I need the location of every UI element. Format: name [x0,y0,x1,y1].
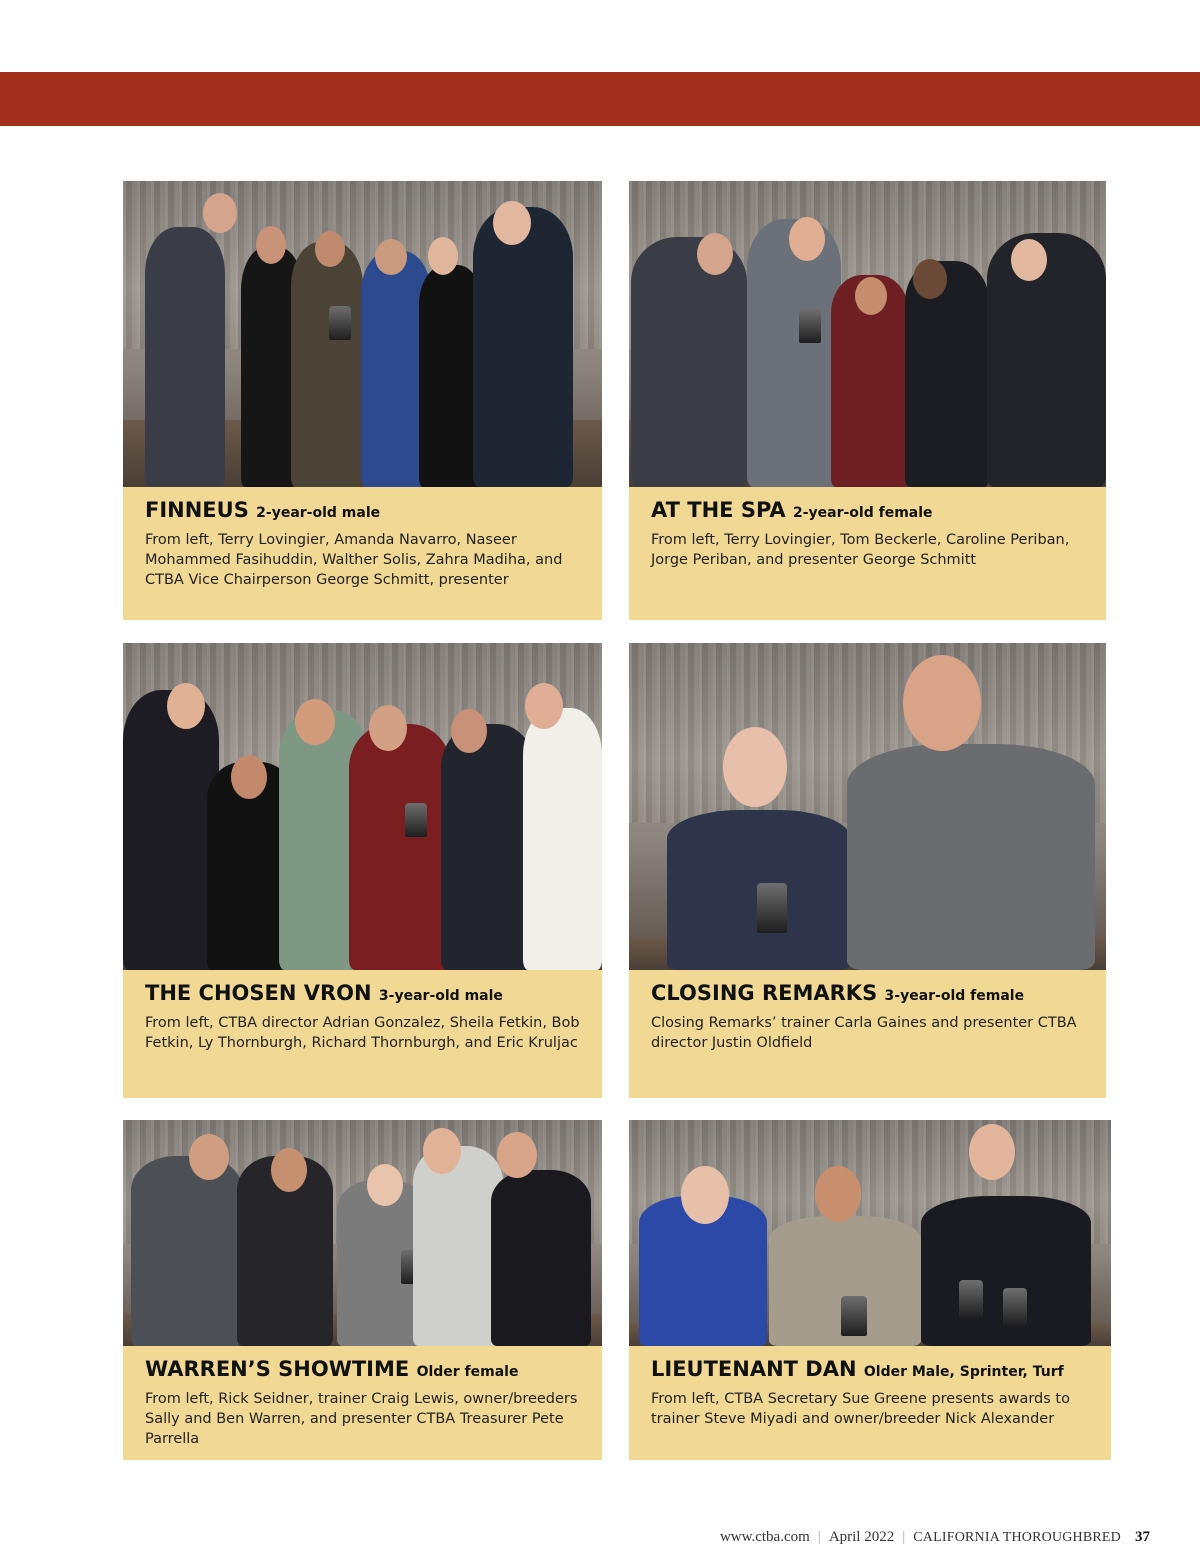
award-category: Older Male, Sprinter, Turf [863,1364,1064,1380]
award-caption [629,487,1106,620]
award-category: 2-year-old male [256,505,381,521]
page-footer [560,1529,1150,1546]
photo-caption: From left, Terry Lovingier, Tom Beckerle, Caroline Periban, Jorge Periban, and presenter George Schmitt [651,532,1070,568]
award-photo [123,181,602,487]
award-card-closing-remarks [629,643,1106,1098]
award-category: 2-year-old female [792,505,933,521]
page-number: 37 [1135,1529,1150,1545]
horse-name: AT THE SPA [651,498,786,522]
award-category: 3-year-old female [884,988,1025,1004]
award-photo [629,1120,1111,1346]
award-photo [123,1120,602,1346]
photo-caption: From left, Terry Lovingier, Amanda Navarro, Naseer Mohammed Fasihuddin, Walther Solis, Zahra Madiha, and CTBA Vice Chairperson George Schmitt, presenter [145,532,563,588]
footer-issue: April 2022 [828,1529,895,1545]
footer-divider: | [817,1529,821,1545]
photo-caption: From left, CTBA Secretary Sue Greene presents awards to trainer Steve Miyadi and owner/breeder Nick Alexander [651,1391,1070,1427]
horse-name: CLOSING REMARKS [651,981,878,1005]
award-card-finneus [123,181,602,620]
horse-name: WARREN’S SHOWTIME [145,1357,410,1381]
award-card-the-chosen-vron [123,643,602,1098]
footer-website: www.ctba.com [719,1529,810,1545]
footer-publication: CALIFORNIA THOROUGHBRED [913,1530,1121,1545]
award-caption [629,970,1106,1098]
footer-divider: | [902,1529,906,1545]
award-caption [123,487,602,620]
photo-caption: Closing Remarks’ trainer Carla Gaines and presenter CTBA director Justin Oldfield [651,1015,1077,1051]
award-caption [629,1346,1111,1460]
award-category: 3-year-old male [378,988,503,1004]
award-card-lieutenant-dan [629,1120,1111,1460]
award-card-at-the-spa [629,181,1106,620]
award-caption [123,970,602,1098]
award-caption [123,1346,602,1460]
award-card-warrens-showtime [123,1120,602,1460]
award-photo [629,181,1106,487]
horse-name: LIEUTENANT DAN [651,1357,857,1381]
header-color-bar [0,72,1200,126]
award-category: Older female [416,1364,519,1380]
horse-name: FINNEUS [145,498,249,522]
horse-name: THE CHOSEN VRON [145,981,372,1005]
photo-caption: From left, Rick Seidner, trainer Craig Lewis, owner/breeders Sally and Ben Warren, and presenter CTBA Treasurer Pete Parrella [145,1391,578,1447]
award-photo [629,643,1106,970]
photo-caption: From left, CTBA director Adrian Gonzalez, Sheila Fetkin, Bob Fetkin, Ly Thornburgh, Richard Thornburgh, and Eric Kruljac [145,1015,580,1051]
award-photo [123,643,602,970]
